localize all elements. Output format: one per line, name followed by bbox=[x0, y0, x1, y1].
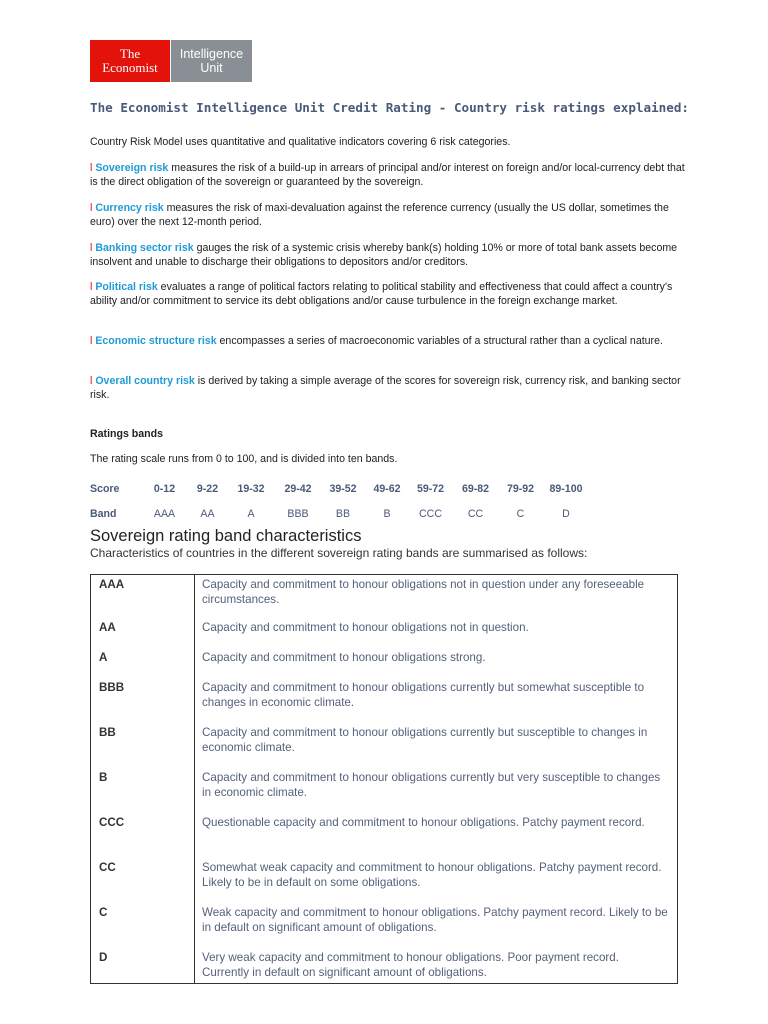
table-row bbox=[91, 575, 678, 620]
band-description: Somewhat weak capacity and commitment to honour obligations. Patchy payment record. Likely to be in default on some obligations. bbox=[202, 860, 662, 889]
table-row bbox=[91, 950, 678, 984]
ratings-bands-description: The rating scale runs from 0 to 100, and is divided into ten bands. bbox=[90, 453, 398, 465]
band-cell: BB bbox=[335, 507, 351, 520]
band-label: Band bbox=[90, 507, 117, 520]
score-cell: 49-62 bbox=[373, 482, 401, 495]
band-code: B bbox=[91, 770, 195, 815]
table-row bbox=[91, 770, 678, 815]
table-row bbox=[91, 860, 678, 905]
score-cell: 79-92 bbox=[506, 482, 535, 495]
table-row bbox=[91, 650, 678, 680]
band-description: Capacity and commitment to honour obligations currently but susceptible to changes in economic climate. bbox=[202, 725, 648, 754]
band-cell: B bbox=[383, 507, 391, 520]
logo-text-the: The bbox=[119, 46, 141, 61]
band-description: Questionable capacity and commitment to honour obligations. Patchy payment record. bbox=[202, 815, 645, 829]
category-term: Economic structure risk bbox=[95, 335, 217, 347]
category-term: Political risk bbox=[95, 281, 158, 293]
band-cell: C bbox=[516, 507, 525, 520]
band-description: Capacity and commitment to honour obligations not in question under any foreseeable circumstances. bbox=[202, 578, 645, 606]
category-term: Currency risk bbox=[95, 202, 164, 214]
category-sovereign-risk bbox=[90, 161, 686, 189]
logo-text-intelligence: Intelligence bbox=[179, 47, 244, 61]
band-cell: AAA bbox=[153, 507, 176, 520]
band-cell: AA bbox=[200, 507, 215, 520]
score-cell: 9-22 bbox=[196, 482, 219, 495]
band-code: BBB bbox=[91, 680, 195, 725]
logo-text-economist: Economist bbox=[102, 60, 158, 75]
band-cell: BBB bbox=[287, 507, 309, 520]
category-term: Banking sector risk bbox=[95, 242, 194, 254]
table-row bbox=[91, 680, 678, 725]
category-term: Overall country risk bbox=[95, 375, 195, 387]
band-code: A bbox=[91, 650, 195, 680]
band-code: CC bbox=[91, 860, 195, 905]
band-code: CCC bbox=[91, 815, 195, 860]
category-text: is derived by taking a simple average of the scores for sovereign risk, currency risk, and banking sector risk. bbox=[90, 375, 681, 402]
band-description: Capacity and commitment to honour obligations strong. bbox=[202, 650, 486, 664]
category-text: measures the risk of a build-up in arrears of principal and/or interest on foreign and/or local-currency debt that is the direct obligation of the sovereign or guaranteed by the sovereign. bbox=[90, 162, 685, 189]
band-code: AAA bbox=[91, 575, 195, 620]
ratings-bands-heading: Ratings bands bbox=[90, 428, 163, 440]
score-cell: 0-12 bbox=[153, 482, 176, 495]
score-label: Score bbox=[90, 482, 120, 495]
band-cell: CCC bbox=[419, 507, 442, 520]
category-term: Sovereign risk bbox=[95, 162, 169, 174]
table-row bbox=[91, 815, 678, 860]
band-code: BB bbox=[91, 725, 195, 770]
bullet-mark: l bbox=[90, 242, 93, 254]
sovereign-section-subtitle: Characteristics of countries in the different sovereign rating bands are summarised as follows: bbox=[90, 546, 588, 560]
category-economic-structure-risk bbox=[90, 334, 686, 348]
economist-logo bbox=[90, 40, 252, 82]
logo-intelligence-unit-block bbox=[171, 40, 252, 82]
bullet-mark: l bbox=[90, 375, 93, 387]
document-title: The Economist Intelligence Unit Credit Rating - Country risk ratings explained: bbox=[90, 100, 689, 115]
sovereign-characteristics-table bbox=[90, 574, 678, 984]
band-cell: CC bbox=[467, 507, 484, 520]
band-code: C bbox=[91, 905, 195, 950]
band-description: Capacity and commitment to honour obligations not in question. bbox=[202, 620, 529, 634]
category-overall-country-risk bbox=[90, 374, 686, 402]
bullet-mark: l bbox=[90, 162, 93, 174]
category-currency-risk bbox=[90, 201, 686, 229]
category-banking-sector-risk bbox=[90, 241, 686, 269]
category-text: encompasses a series of macroeconomic variables of a structural rather than a cyclical nature. bbox=[216, 335, 663, 347]
band-code: AA bbox=[91, 620, 195, 650]
score-cell: 29-42 bbox=[284, 482, 312, 495]
intro-paragraph: Country Risk Model uses quantitative and qualitative indicators covering 6 risk categories. bbox=[90, 136, 511, 148]
table-row bbox=[91, 620, 678, 650]
score-cell: 59-72 bbox=[416, 482, 445, 495]
sovereign-section-title: Sovereign rating band characteristics bbox=[90, 527, 362, 545]
band-description: Very weak capacity and commitment to honour obligations. Poor payment record. Currently in default on significant amount of obligations. bbox=[202, 950, 619, 979]
score-cell: 39-52 bbox=[329, 482, 357, 495]
score-cell: 69-82 bbox=[461, 482, 490, 495]
category-text: gauges the risk of a systemic crisis whereby bank(s) holding 10% or more of total bank assets become insolvent and unable to discharge their obligations to depositors and/or creditors. bbox=[90, 242, 678, 269]
category-political-risk bbox=[90, 280, 686, 308]
bullet-mark: l bbox=[90, 281, 93, 293]
logo-economist-block bbox=[90, 40, 170, 82]
bullet-mark: l bbox=[90, 335, 93, 347]
bullet-mark: l bbox=[90, 202, 93, 214]
band-row bbox=[90, 501, 589, 526]
logo-text-unit: Unit bbox=[200, 61, 223, 75]
category-text: evaluates a range of political factors relating to political stability and effectiveness that could affect a country's ability and/or commitment to service its debt obligations and/or cause turbulence in the foreign exchange market. bbox=[90, 281, 673, 308]
score-row bbox=[90, 476, 589, 501]
score-cell: 19-32 bbox=[237, 482, 265, 495]
category-text: measures the risk of maxi-devaluation against the reference currency (usually the US dollar, sometimes the euro) over the next 12-month period. bbox=[90, 202, 669, 229]
band-description: Weak capacity and commitment to honour obligations. Patchy payment record. Likely to be in default on significant amount of obligations. bbox=[202, 905, 668, 934]
band-description: Capacity and commitment to honour obligations currently but somewhat susceptible to changes in economic climate. bbox=[202, 680, 645, 709]
ratings-bands-table bbox=[90, 476, 589, 526]
table-row bbox=[91, 905, 678, 950]
band-code: D bbox=[91, 950, 195, 984]
band-description: Capacity and commitment to honour obligations currently but very susceptible to changes in economic climate. bbox=[202, 770, 661, 799]
table-row bbox=[91, 725, 678, 770]
band-cell: D bbox=[562, 507, 570, 520]
score-cell: 89-100 bbox=[549, 482, 583, 495]
band-cell: A bbox=[247, 507, 255, 520]
